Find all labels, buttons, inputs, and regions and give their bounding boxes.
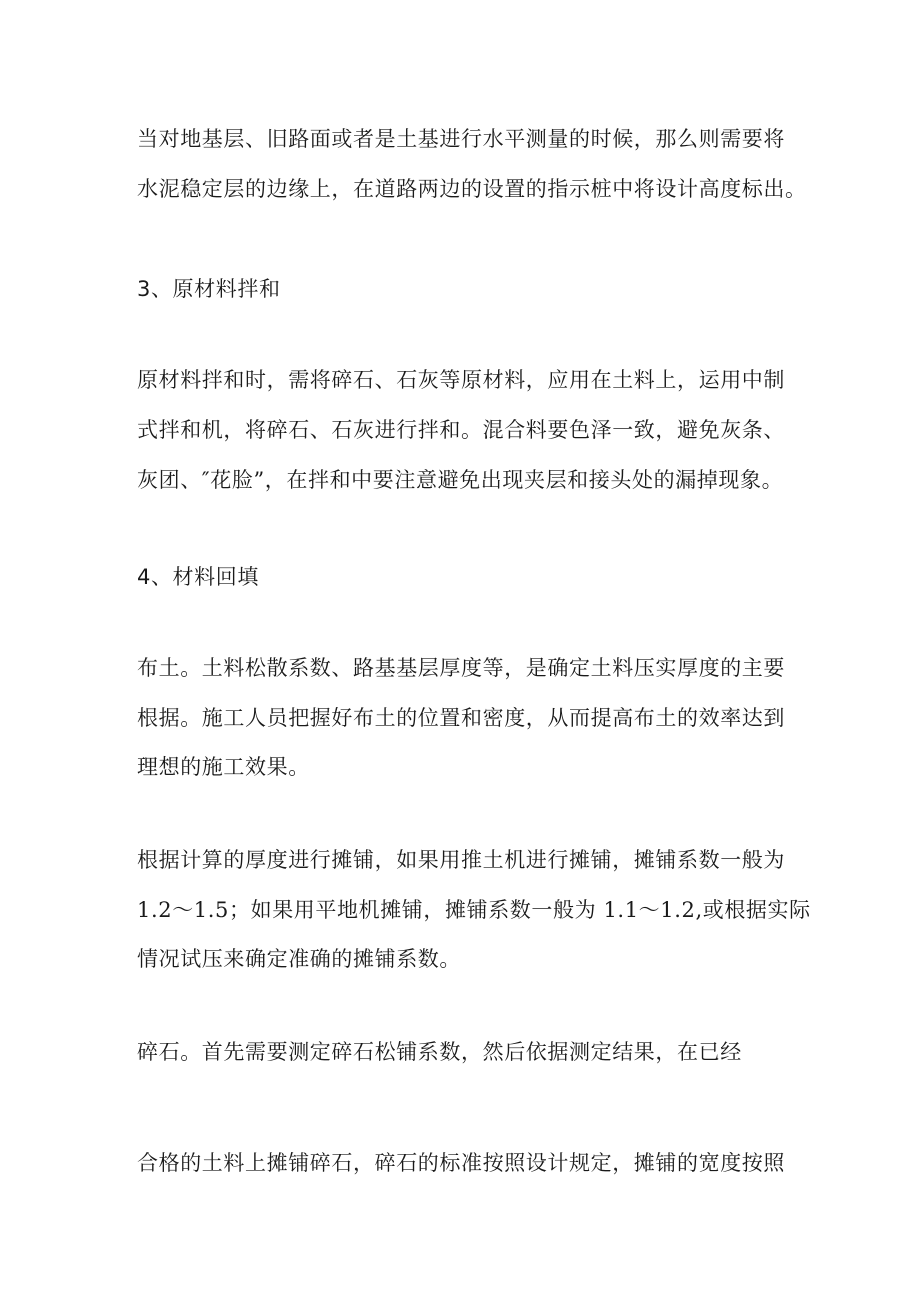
section-heading-mixing: 3、原材料拌和: [137, 277, 281, 301]
text-line: 根据。施工人员把握好布土的位置和密度，从而提高布土的效率达到: [137, 706, 785, 730]
text-line: 合格的土料上摊铺碎石，碎石的标准按照设计规定，摊铺的宽度按照: [137, 1151, 785, 1175]
text-line: 情况试压来确定准确的摊铺系数。: [137, 947, 461, 971]
text-line: 原材料拌和时，需将碎石、石灰等原材料，应用在土料上，运用中制: [137, 368, 785, 392]
section-heading-backfill: 4、材料回填: [137, 565, 259, 589]
text-line: 理想的施工效果。: [137, 755, 310, 779]
text-line: 当对地基层、旧路面或者是土基进行水平测量的时候，那么则需要将: [137, 127, 785, 151]
text-line: 水泥稳定层的边缘上，在道路两边的设置的指示桩中将设计高度标出。: [137, 177, 807, 201]
text-line: 1.2～1.5；如果用平地机摊铺，摊铺系数一般为 1.1～1.2,或根据实际: [137, 898, 811, 922]
text-line: 根据计算的厚度进行摊铺，如果用推土机进行摊铺，摊铺系数一般为: [137, 848, 785, 872]
text-line: 布土。土料松散系数、路基基层厚度等，是确定土料压实厚度的主要: [137, 656, 785, 680]
text-line: 式拌和机，将碎石、石灰进行拌和。混合料要色泽一致，避免灰条、: [137, 418, 785, 442]
text-line: 灰团、″花脸”，在拌和中要注意避免出现夹层和接头处的漏掉现象。: [137, 468, 784, 492]
text-line: 碎石。首先需要测定碎石松铺系数，然后依据测定结果，在已经: [137, 1040, 742, 1064]
